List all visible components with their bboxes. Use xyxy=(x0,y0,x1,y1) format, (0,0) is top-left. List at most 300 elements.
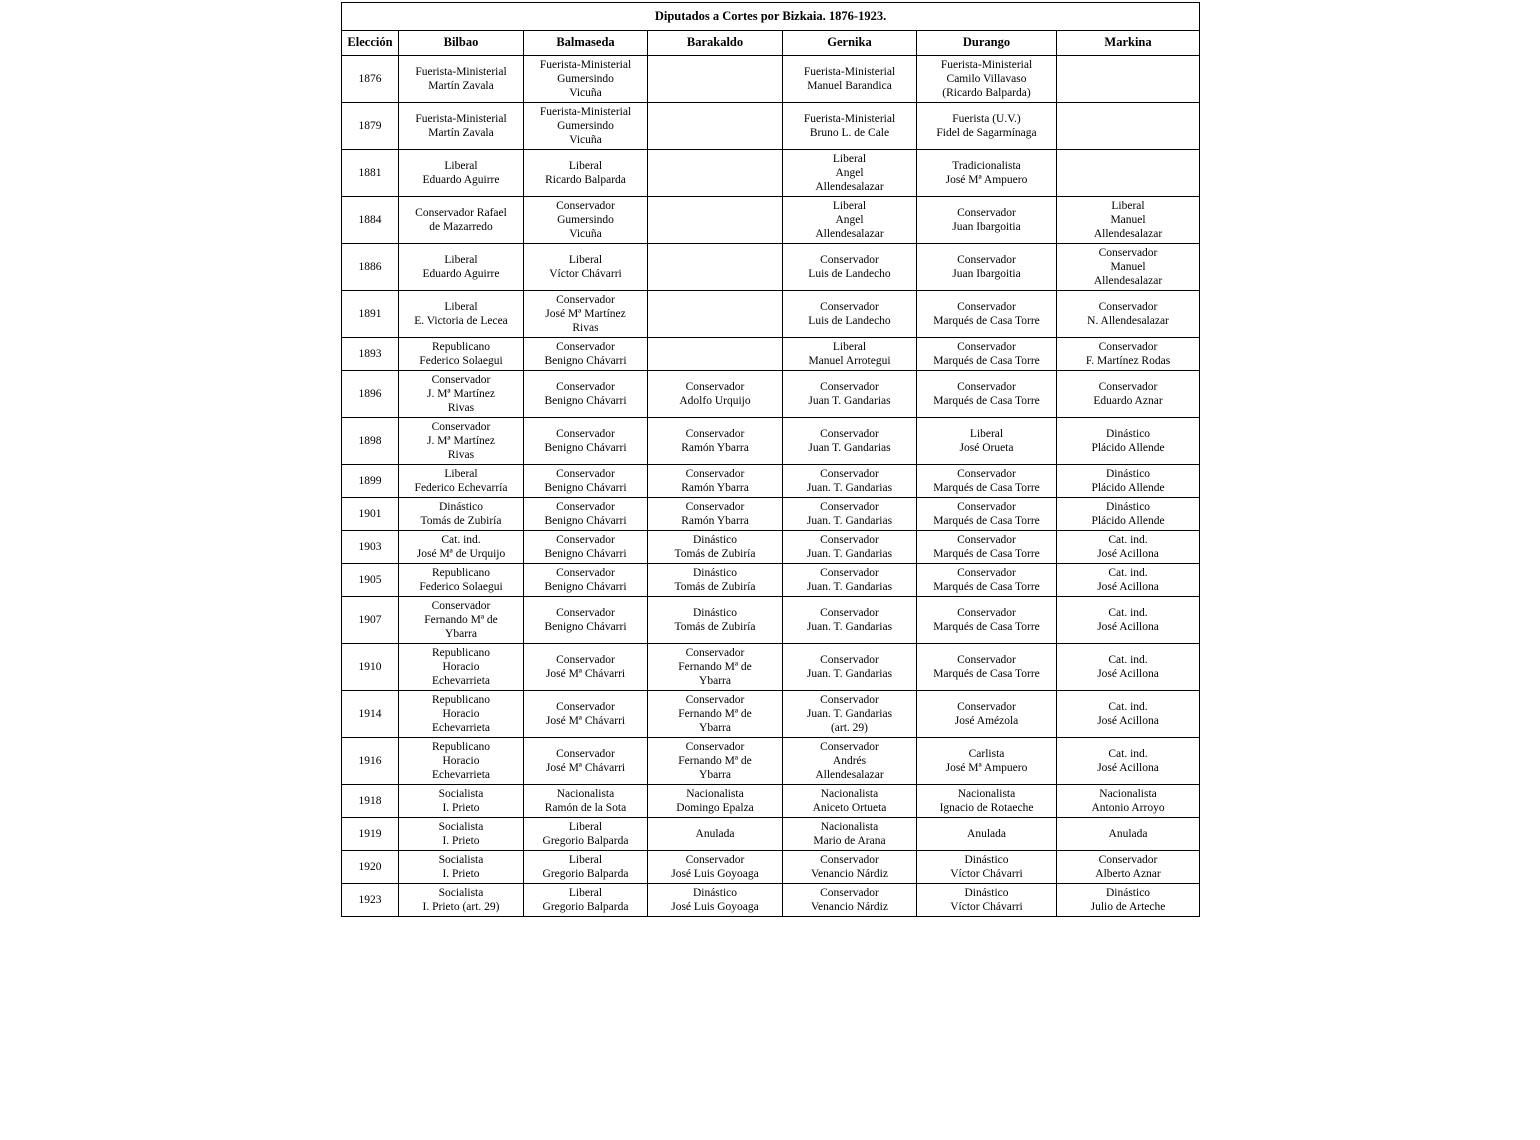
cell-line: J. Mª Martínez xyxy=(426,387,495,400)
cell-line: Conservador xyxy=(556,467,615,480)
table-row xyxy=(342,597,1200,644)
cell-line: Benigno Chávarri xyxy=(544,354,627,367)
district-cell xyxy=(1057,55,1200,102)
district-cell xyxy=(1057,370,1200,417)
cell-line: Gumersindo xyxy=(557,119,614,132)
deputies-table xyxy=(341,2,1200,917)
cell-line: Horacio xyxy=(442,755,480,768)
table-title: Diputados a Cortes por Bizkaia. 1876-1923. xyxy=(342,3,1200,31)
cell-line: Ramón de la Sota xyxy=(544,802,627,815)
cell-line: Fuerista-Ministerial xyxy=(415,65,507,78)
election-year: 1910 xyxy=(342,644,399,691)
district-cell xyxy=(524,243,648,290)
cell-line: Andrés xyxy=(832,755,867,768)
cell-line: José Mª Ampuero xyxy=(945,173,1028,186)
district-cell xyxy=(917,149,1057,196)
cell-line: Conservador xyxy=(1098,246,1158,259)
cell-line: Republicano xyxy=(431,340,491,353)
cell-line: Marqués de Casa Torre xyxy=(933,481,1040,494)
district-cell xyxy=(648,564,783,597)
district-cell xyxy=(783,691,917,738)
district-cell xyxy=(783,884,917,917)
election-year: 1891 xyxy=(342,290,399,337)
district-cell xyxy=(1057,149,1200,196)
cell-line: José Mª Ampuero xyxy=(945,762,1028,775)
district-cell xyxy=(524,884,648,917)
table-title-row xyxy=(342,3,1200,31)
cell-line: I. Prieto xyxy=(442,868,480,881)
district-cell xyxy=(524,691,648,738)
cell-line: Nacionalista xyxy=(556,788,615,801)
cell-line: Federico Solaegui xyxy=(419,354,503,367)
election-year: 1923 xyxy=(342,884,399,917)
cell-line: Fuerista (U.V.) xyxy=(952,112,1021,125)
district-cell xyxy=(1057,464,1200,497)
district-cell xyxy=(1057,337,1200,370)
cell-line: Conservador xyxy=(685,694,745,707)
cell-line: Conservador xyxy=(820,607,879,620)
district-cell xyxy=(917,738,1057,785)
district-cell xyxy=(648,738,783,785)
district-cell xyxy=(917,785,1057,818)
cell-line: José Mª Chávarri xyxy=(545,762,626,775)
cell-line: Conservador xyxy=(957,701,1016,714)
cell-line: F. Martínez Rodas xyxy=(1085,354,1171,367)
cell-line: Allendesalazar xyxy=(1093,274,1163,287)
cell-line: Juan. T. Gandarias xyxy=(806,621,893,634)
cell-line: (Ricardo Balparda) xyxy=(942,86,1031,99)
cell-line: Juan T. Gandarias xyxy=(808,394,891,407)
cell-line: Juan Ibargoitia xyxy=(952,220,1021,233)
election-year: 1884 xyxy=(342,196,399,243)
cell-line: Liberal xyxy=(832,152,867,165)
cell-line: Conservador xyxy=(820,253,879,266)
table-row xyxy=(342,818,1200,851)
cell-line: José Acillona xyxy=(1097,762,1159,775)
district-cell xyxy=(399,370,524,417)
cell-line: Ramón Ybarra xyxy=(681,514,749,527)
cell-line: Julio de Arteche xyxy=(1090,901,1166,914)
cell-line: Conservador xyxy=(820,467,879,480)
district-cell xyxy=(783,818,917,851)
table-row xyxy=(342,464,1200,497)
cell-line: Liberal xyxy=(568,821,603,834)
cell-line: Fuerista-Ministerial xyxy=(539,58,632,71)
district-cell xyxy=(399,530,524,563)
cell-line: Horacio xyxy=(442,708,480,721)
cell-line: Luis de Landecho xyxy=(808,314,891,327)
cell-line: Nacionalista xyxy=(820,788,879,801)
district-cell xyxy=(524,564,648,597)
table-header-row xyxy=(342,31,1200,55)
cell-line: I. Prieto (art. 29) xyxy=(422,901,500,914)
district-cell xyxy=(648,597,783,644)
cell-line: Republicano xyxy=(431,694,491,707)
district-cell xyxy=(524,370,648,417)
cell-line: Anulada xyxy=(967,828,1006,841)
cell-line: Conservador xyxy=(556,293,615,306)
cell-line: Nacionalista xyxy=(1099,788,1157,801)
cell-line: Juan. T. Gandarias xyxy=(806,514,893,527)
district-cell xyxy=(648,851,783,884)
table-row xyxy=(342,370,1200,417)
cell-line: Juan. T. Gandarias xyxy=(806,581,893,594)
district-cell xyxy=(524,851,648,884)
cell-line: Conservador xyxy=(556,567,615,579)
cell-line: Conservador xyxy=(957,607,1016,620)
cell-line: Socialista xyxy=(438,854,484,867)
cell-line: José Luis Goyoaga xyxy=(671,901,759,914)
district-cell xyxy=(399,149,524,196)
cell-line: Cat. ind. xyxy=(1108,533,1148,546)
cell-line: Conservador xyxy=(685,500,745,513)
district-cell xyxy=(399,644,524,691)
cell-line: Socialista xyxy=(438,887,484,900)
column-header-elecci-n: Elección xyxy=(342,31,399,55)
cell-line: Ricardo Balparda xyxy=(545,173,626,186)
cell-line: Republicano xyxy=(431,567,491,579)
cell-line: Benigno Chávarri xyxy=(544,481,627,494)
election-year: 1916 xyxy=(342,738,399,785)
district-cell xyxy=(399,417,524,464)
cell-line: Liberal xyxy=(444,467,478,480)
district-cell xyxy=(783,644,917,691)
district-cell xyxy=(399,597,524,644)
district-cell xyxy=(648,55,783,102)
cell-line: Eduardo Aguirre xyxy=(422,267,500,280)
district-cell xyxy=(648,691,783,738)
cell-line: Plácido Allende xyxy=(1091,481,1165,494)
cell-line: Vicuña xyxy=(569,133,602,146)
district-cell xyxy=(399,564,524,597)
table-body xyxy=(342,3,1200,917)
district-cell xyxy=(917,691,1057,738)
cell-line: José Mª Chávarri xyxy=(545,668,626,681)
cell-line: Cat. ind. xyxy=(1108,567,1148,579)
cell-line: Conservador xyxy=(685,647,745,660)
district-cell xyxy=(399,337,524,370)
election-year: 1903 xyxy=(342,530,399,563)
election-year: 1919 xyxy=(342,818,399,851)
cell-line: Conservador Rafael xyxy=(415,206,507,219)
cell-line: Marqués de Casa Torre xyxy=(933,354,1040,367)
cell-line: Dinástico xyxy=(438,500,484,513)
district-cell xyxy=(917,564,1057,597)
district-cell xyxy=(783,55,917,102)
table-row xyxy=(342,337,1200,370)
cell-line: Vicuña xyxy=(569,227,602,240)
district-cell xyxy=(783,370,917,417)
cell-line: Tomás de Zubiría xyxy=(420,514,502,527)
district-cell xyxy=(399,497,524,530)
cell-line: Liberal xyxy=(832,340,867,353)
cell-line: José Orueta xyxy=(959,441,1014,454)
cell-line: Conservador xyxy=(685,467,745,480)
district-cell xyxy=(917,196,1057,243)
cell-line: Mario de Arana xyxy=(813,835,886,848)
district-cell xyxy=(783,738,917,785)
district-cell xyxy=(1057,417,1200,464)
election-year: 1896 xyxy=(342,370,399,417)
cell-line: José Acillona xyxy=(1097,581,1159,594)
district-cell xyxy=(1057,644,1200,691)
cell-line: Conservador xyxy=(820,427,879,440)
cell-line: Alberto Aznar xyxy=(1095,868,1161,881)
cell-line: Plácido Allende xyxy=(1091,514,1165,527)
cell-line: Marqués de Casa Torre xyxy=(933,394,1040,407)
district-cell xyxy=(648,818,783,851)
district-cell xyxy=(524,530,648,563)
district-cell xyxy=(917,417,1057,464)
district-cell xyxy=(783,597,917,644)
cell-line: Conservador xyxy=(1098,380,1158,393)
cell-line: Liberal xyxy=(832,199,867,212)
district-cell xyxy=(1057,691,1200,738)
cell-line: Ybarra xyxy=(699,722,731,735)
cell-line: Angel xyxy=(835,166,864,179)
cell-line: Marqués de Casa Torre xyxy=(933,547,1040,560)
cell-line: Juan T. Gandarias xyxy=(808,441,891,454)
cell-line: Liberal xyxy=(444,300,478,313)
election-year: 1901 xyxy=(342,497,399,530)
cell-line: Fuerista-Ministerial xyxy=(940,58,1033,71)
cell-line: Plácido Allende xyxy=(1091,441,1165,454)
cell-line: Benigno Chávarri xyxy=(544,394,627,407)
cell-line: Ybarra xyxy=(699,769,731,782)
cell-line: Liberal xyxy=(568,253,603,266)
cell-line: Federico Echevarría xyxy=(414,481,508,494)
district-cell xyxy=(783,196,917,243)
district-cell xyxy=(648,337,783,370)
election-year: 1907 xyxy=(342,597,399,644)
cell-line: Benigno Chávarri xyxy=(544,621,627,634)
cell-line: Conservador xyxy=(431,600,491,613)
district-cell xyxy=(399,290,524,337)
cell-line: Gregorio Balparda xyxy=(542,901,629,914)
table-row xyxy=(342,102,1200,149)
cell-line: Federico Solaegui xyxy=(419,581,503,594)
cell-line: Luis de Landecho xyxy=(808,267,891,280)
cell-line: Tradicionalista xyxy=(952,159,1021,172)
cell-line: Nacionalista xyxy=(957,788,1016,801)
cell-line: Conservador xyxy=(957,467,1016,480)
table-row xyxy=(342,417,1200,464)
district-cell xyxy=(917,497,1057,530)
district-cell xyxy=(524,597,648,644)
cell-line: José Mª Martínez xyxy=(545,307,626,320)
column-header-gernika: Gernika xyxy=(783,31,917,55)
district-cell xyxy=(399,691,524,738)
cell-line: Cat. ind. xyxy=(1108,607,1148,620)
cell-line: Conservador xyxy=(556,340,615,353)
district-cell xyxy=(917,644,1057,691)
election-year: 1886 xyxy=(342,243,399,290)
cell-line: Conservador xyxy=(957,206,1016,219)
cell-line: Bruno L. de Cale xyxy=(809,126,890,139)
cell-line: Dinástico xyxy=(964,887,1009,900)
cell-line: Ramón Ybarra xyxy=(681,441,749,454)
district-cell xyxy=(1057,564,1200,597)
district-cell xyxy=(648,196,783,243)
cell-line: Víctor Chávarri xyxy=(950,868,1023,881)
cell-line: Liberal xyxy=(1111,199,1145,212)
cell-line: Fernando Mª de xyxy=(678,755,752,768)
cell-line: Dinástico xyxy=(692,567,738,579)
cell-line: Conservador xyxy=(1098,340,1158,353)
cell-line: Martín Zavala xyxy=(428,79,494,92)
cell-line: Camilo Villavaso xyxy=(946,72,1027,85)
cell-line: Eduardo Aznar xyxy=(1093,394,1163,407)
district-cell xyxy=(524,818,648,851)
table-row xyxy=(342,497,1200,530)
cell-line: N. Allendesalazar xyxy=(1087,314,1169,327)
cell-line: Conservador xyxy=(820,654,879,667)
cell-line: Venancio Nárdiz xyxy=(811,901,888,914)
cell-line: Liberal xyxy=(568,159,603,172)
table-row xyxy=(342,55,1200,102)
cell-line: Marqués de Casa Torre xyxy=(933,514,1040,527)
cell-line: Fuerista-Ministerial xyxy=(415,112,507,125)
district-cell xyxy=(1057,290,1200,337)
cell-line: José Acillona xyxy=(1097,668,1159,681)
cell-line: Angel xyxy=(835,213,864,226)
district-cell xyxy=(399,738,524,785)
election-year: 1898 xyxy=(342,417,399,464)
cell-line: Conservador xyxy=(957,533,1016,546)
district-cell xyxy=(399,243,524,290)
cell-line: Manuel xyxy=(1110,260,1146,273)
cell-line: Víctor Chávarri xyxy=(950,901,1023,914)
district-cell xyxy=(1057,785,1200,818)
cell-line: Conservador xyxy=(556,427,615,440)
cell-line: Benigno Chávarri xyxy=(544,514,627,527)
cell-line: Conservador xyxy=(957,340,1016,353)
cell-line: Dinástico xyxy=(692,533,738,546)
cell-line: Conservador xyxy=(556,701,615,714)
district-cell xyxy=(524,290,648,337)
district-cell xyxy=(917,102,1057,149)
district-cell xyxy=(917,884,1057,917)
district-cell xyxy=(783,243,917,290)
cell-line: Conservador xyxy=(685,380,745,393)
district-cell xyxy=(783,530,917,563)
district-cell xyxy=(783,290,917,337)
cell-line: Fuerista-Ministerial xyxy=(803,112,896,125)
cell-line: Anulada xyxy=(1108,828,1148,841)
cell-line: Benigno Chávarri xyxy=(544,547,627,560)
district-cell xyxy=(648,785,783,818)
cell-line: Rivas xyxy=(447,448,475,461)
cell-line: Dinástico xyxy=(1105,427,1151,440)
district-cell xyxy=(917,55,1057,102)
cell-line: Liberal xyxy=(568,854,603,867)
cell-line: Socialista xyxy=(438,821,484,834)
district-cell xyxy=(1057,884,1200,917)
cell-line: Gumersindo xyxy=(557,213,614,226)
cell-line: Conservador xyxy=(820,694,879,707)
column-header-barakaldo: Barakaldo xyxy=(648,31,783,55)
cell-line: Liberal xyxy=(969,427,1004,440)
cell-line: Marqués de Casa Torre xyxy=(933,621,1040,634)
cell-line: Conservador xyxy=(957,300,1016,313)
cell-line: Fuerista-Ministerial xyxy=(803,65,896,78)
cell-line: Ybarra xyxy=(445,628,477,641)
district-cell xyxy=(648,644,783,691)
cell-line: Cat. ind. xyxy=(1108,748,1148,761)
cell-line: Manuel Arrotegui xyxy=(808,354,891,367)
cell-line: Ignacio de Rotaeche xyxy=(939,802,1034,815)
cell-line: Conservador xyxy=(820,567,879,579)
election-year: 1881 xyxy=(342,149,399,196)
cell-line: Conservador xyxy=(957,567,1016,579)
cell-line: (art. 29) xyxy=(830,722,869,735)
cell-line: Allendesalazar xyxy=(815,769,884,782)
district-cell xyxy=(524,196,648,243)
district-cell xyxy=(783,337,917,370)
cell-line: Benigno Chávarri xyxy=(544,581,627,594)
cell-line: Conservador xyxy=(820,887,879,900)
cell-line: Fuerista-Ministerial xyxy=(539,105,632,118)
district-cell xyxy=(917,243,1057,290)
cell-line: Allendesalazar xyxy=(815,227,884,240)
cell-line: Venancio Nárdiz xyxy=(811,868,888,881)
table-row xyxy=(342,530,1200,563)
cell-line: Conservador xyxy=(556,533,615,546)
district-cell xyxy=(783,564,917,597)
district-cell xyxy=(648,464,783,497)
district-cell xyxy=(524,417,648,464)
table-row xyxy=(342,290,1200,337)
cell-line: Liberal xyxy=(444,159,478,172)
election-year: 1920 xyxy=(342,851,399,884)
district-cell xyxy=(917,530,1057,563)
cell-line: Adolfo Urquijo xyxy=(679,394,751,407)
cell-line: Manuel xyxy=(1110,213,1146,226)
district-cell xyxy=(399,818,524,851)
cell-line: Juan. T. Gandarias xyxy=(806,481,893,494)
cell-line: Tomás de Zubiría xyxy=(674,581,756,594)
cell-line: Dinástico xyxy=(1105,500,1151,513)
cell-line: Conservador xyxy=(820,380,879,393)
cell-line: Dinástico xyxy=(692,887,738,900)
cell-line: I. Prieto xyxy=(442,802,480,815)
district-cell xyxy=(524,785,648,818)
table-row xyxy=(342,691,1200,738)
cell-line: Echevarrieta xyxy=(431,675,491,688)
column-header-bilbao: Bilbao xyxy=(399,31,524,55)
cell-line: Fernando Mª de xyxy=(678,661,752,674)
cell-line: Víctor Chávarri xyxy=(549,267,622,280)
district-cell xyxy=(524,644,648,691)
cell-line: Conservador xyxy=(957,654,1016,667)
table-container xyxy=(341,2,1199,917)
election-year: 1879 xyxy=(342,102,399,149)
district-cell xyxy=(648,149,783,196)
district-cell xyxy=(1057,243,1200,290)
cell-line: Conservador xyxy=(556,748,615,761)
cell-line: Marqués de Casa Torre xyxy=(933,668,1040,681)
cell-line: José Luis Goyoaga xyxy=(671,868,759,881)
district-cell xyxy=(1057,196,1200,243)
cell-line: Allendesalazar xyxy=(1093,227,1163,240)
district-cell xyxy=(648,530,783,563)
cell-line: Conservador xyxy=(431,373,491,386)
cell-line: José Acillona xyxy=(1097,621,1159,634)
district-cell xyxy=(917,597,1057,644)
cell-line: Conservador xyxy=(820,854,879,867)
cell-line: Manuel Barandica xyxy=(807,79,892,92)
cell-line: J. Mª Martínez xyxy=(426,434,495,447)
